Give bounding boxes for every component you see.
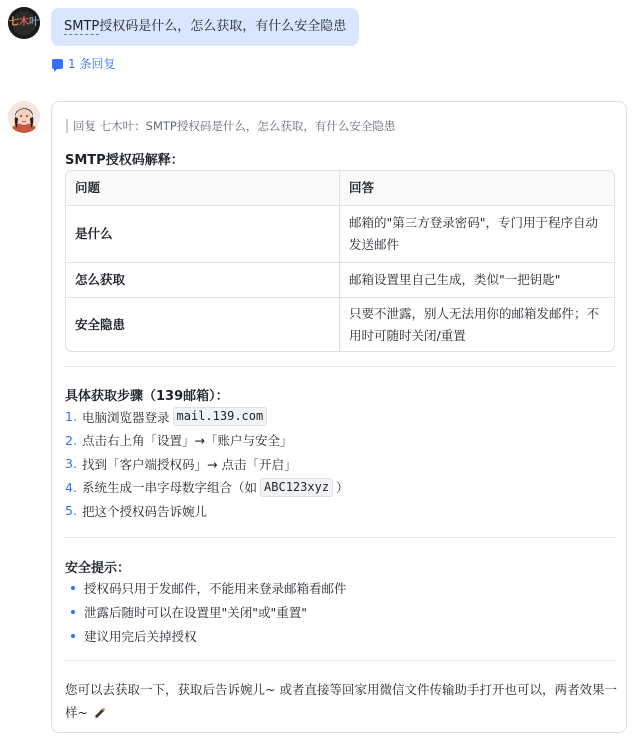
table-row	[66, 205, 614, 262]
user-avatar[interactable]	[8, 7, 40, 39]
table-cell: 邮箱的"第三方登录密码"，专门用于程序自动发送邮件	[349, 215, 598, 252]
divider	[65, 366, 615, 367]
tip-text: 授权码只用于发邮件，不能用来登录邮箱看邮件	[84, 581, 347, 596]
assistant-message-card	[51, 101, 627, 733]
step-code[interactable]: mail.139.com	[173, 407, 268, 426]
step-text: 系统生成一串字母数字组合（如	[82, 480, 258, 496]
section-title-explanation: SMTP授权码解释：	[65, 153, 184, 168]
tip-text: 建议用完后关掉授权	[84, 629, 197, 644]
steps-list	[65, 405, 349, 523]
tip-text: 泄露后随时可以在设置里"关闭"或"重置"	[84, 605, 307, 620]
table-cell: 安全隐患	[66, 298, 340, 351]
closing-text: 您可以去获取一下，获取后告诉婉儿~ 或者直接等回家用微信文件传输助手打开也可以，两者效果一样~	[65, 682, 617, 720]
reply-quote[interactable]: 回复 七木叶：SMTP授权码是什么，怎么获取，有什么安全隐患	[66, 119, 395, 133]
list-item	[65, 576, 347, 600]
divider	[65, 660, 615, 661]
reply-count-label: 1 条回复	[68, 57, 116, 71]
tips-list	[65, 576, 347, 648]
step-text: 找到「客户端授权码」→ 点击「开启」	[82, 456, 297, 472]
comment-icon	[52, 59, 63, 69]
bullet-icon	[71, 634, 75, 638]
user-message-bubble[interactable]	[51, 8, 359, 46]
step-text: 把这个授权码告诉婉儿	[82, 503, 208, 519]
table-cell: 只要不泄露，别人无法用你的邮箱发邮件；不用时可随时关闭/重置	[349, 305, 600, 343]
list-item	[65, 600, 347, 624]
table-cell: 怎么获取	[66, 263, 340, 297]
bullet-icon	[71, 610, 75, 614]
table-cell: 是什么	[66, 206, 340, 262]
user-message-text: 授权码是什么，怎么获取，有什么安全隐患	[99, 19, 347, 34]
avatar-logo-text: 七木叶	[8, 7, 40, 39]
step-number: 3.	[65, 456, 77, 472]
table-row	[66, 297, 614, 351]
step-text: 点击右上角「设置」→「账户与安全」	[82, 433, 293, 449]
user-message-smtp: SMTP	[64, 19, 100, 34]
step-text-suffix: ）	[336, 480, 349, 496]
explanation-table	[65, 170, 615, 352]
step-number: 4.	[65, 479, 77, 495]
step-code[interactable]: ABC123xyz	[260, 478, 333, 497]
step-number: 2.	[65, 432, 77, 448]
list-item	[65, 476, 349, 500]
step-text: 电脑浏览器登录	[82, 409, 170, 425]
section-title-security: 安全提示：	[65, 561, 131, 576]
section-title-steps: 具体获取步骤（139邮箱）：	[65, 389, 229, 404]
closing-message	[65, 678, 620, 724]
table-header-question: 问题	[66, 171, 340, 205]
pen-icon	[92, 703, 106, 717]
list-item	[65, 405, 349, 429]
assistant-avatar[interactable]	[8, 101, 40, 133]
step-number: 5.	[65, 503, 77, 519]
table-row	[66, 262, 614, 297]
divider	[65, 537, 615, 538]
list-item	[65, 429, 349, 453]
bullet-icon	[71, 586, 75, 590]
table-header-row	[66, 171, 614, 205]
step-number: 1.	[65, 409, 77, 425]
table-cell: 邮箱设置里自己生成，类似"一把钥匙"	[349, 272, 561, 287]
table-header-answer: 回答	[340, 171, 614, 205]
reply-count-link[interactable]	[52, 55, 115, 72]
list-item	[65, 499, 349, 523]
list-item	[65, 624, 347, 648]
list-item	[65, 452, 349, 476]
